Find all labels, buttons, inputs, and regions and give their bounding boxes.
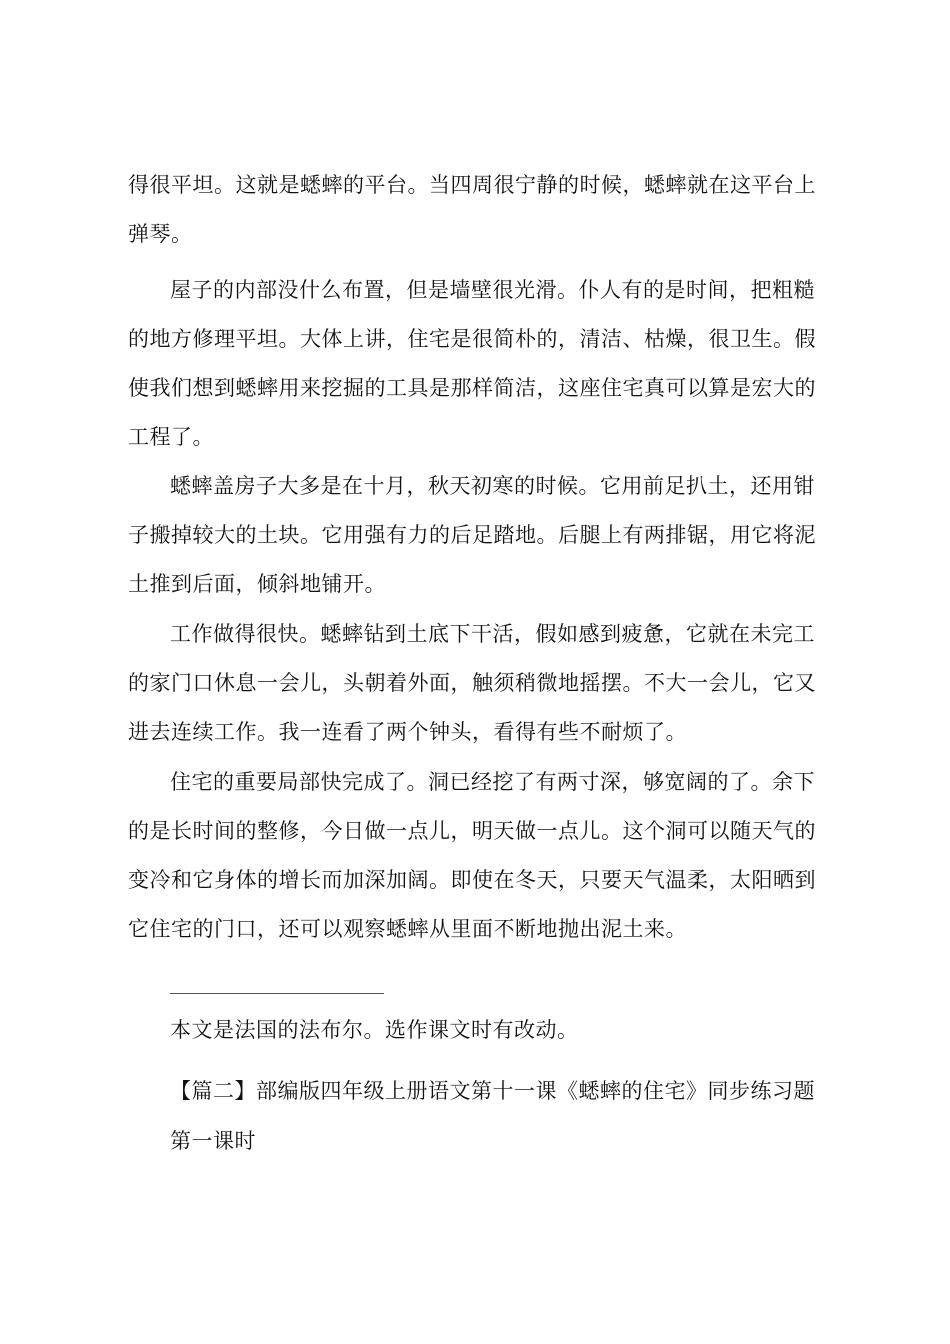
section-heading (128, 1067, 832, 1116)
paragraph-line: 的家门口休息一会儿，头朝着外面，触须稍微地摇摆。不大一会儿，它又 (128, 671, 816, 695)
paragraph-line: 子搬掉较大的土块。它用强有力的后足踏地。后腿上有两排锯，用它将泥 (128, 523, 816, 547)
paragraph-line: 的地方修理平坦。大体上讲，住宅是很简朴的，清洁、枯燥，很卫生。假 (128, 327, 816, 351)
lesson-label-text: 第一课时 (170, 1129, 256, 1153)
paragraph-line: 弹琴。 (128, 222, 193, 246)
section-heading-text: 【篇二】部编版四年级上册语文第十一课《蟋蟀的住宅》同步练习题 (170, 1079, 815, 1103)
paragraph-line: 进去连续工作。我一连看了两个钟头，看得有些不耐烦了。 (128, 720, 687, 744)
footnote-text: 本文是法国的法布尔。选作课文时有改动。 (170, 1018, 579, 1042)
paragraph-line: 住宅的重要局部快完成了。洞已经挖了有两寸深，够宽阔的了。余下 (170, 770, 815, 794)
lesson-label (128, 1117, 832, 1166)
paragraph-line: 变冷和它身体的增长而加深加阔。即使在冬天，只要天气温柔，太阳晒到 (128, 868, 816, 892)
paragraph-line: 它住宅的门口，还可以观察蟋蟀从里面不断地抛出泥土来。 (128, 917, 687, 941)
paragraph-4 (128, 610, 832, 757)
paragraph-3 (128, 462, 832, 609)
paragraph-line: 屋子的内部没什么布置，但是墙壁很光滑。仆人有的是时间，把粗糙 (170, 278, 815, 302)
paragraph-line: 工作做得很快。蟋蟀钻到土底下干活，假如感到疲惫，它就在未完工 (170, 622, 815, 646)
paragraph-line: 工程了。 (128, 425, 214, 449)
paragraph-5 (128, 758, 832, 954)
footnote (128, 1006, 832, 1055)
footnote-separator (170, 993, 384, 994)
paragraph-line: 土推到后面，倾斜地铺开。 (128, 572, 386, 596)
paragraph-1 (128, 161, 832, 259)
paragraph-2 (128, 266, 832, 462)
paragraph-line: 蟋蟀盖房子大多是在十月，秋天初寒的时候。它用前足扒土，还用钳 (170, 474, 815, 498)
paragraph-line: 的是长时间的整修，今日做一点儿，明天做一点儿。这个洞可以随天气的 (128, 819, 816, 843)
paragraph-line: 使我们想到蟋蟀用来挖掘的工具是那样简洁，这座住宅真可以算是宏大的 (128, 376, 816, 400)
paragraph-line: 得很平坦。这就是蟋蟀的平台。当四周很宁静的时候，蟋蟀就在这平台上 (128, 173, 816, 197)
